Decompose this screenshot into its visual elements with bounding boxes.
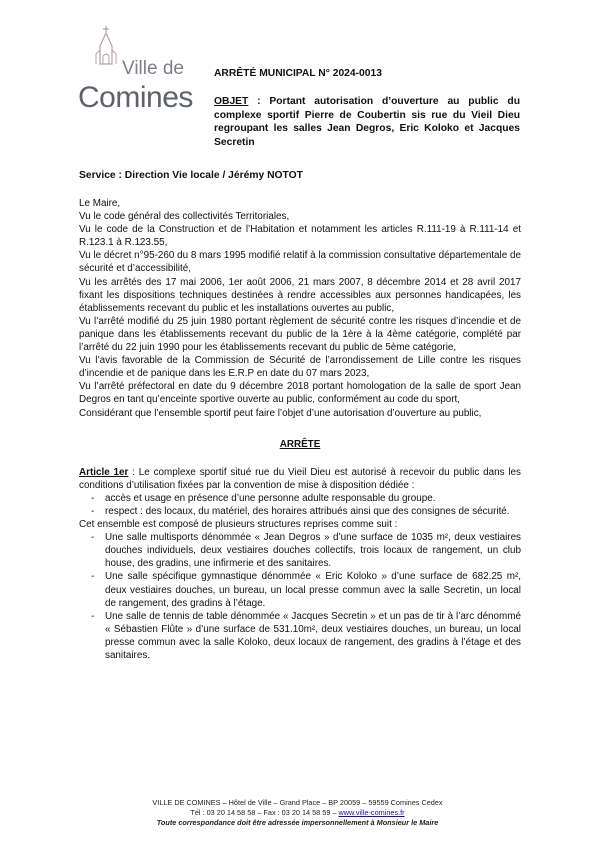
preamble-line: Vu les arrêtés des 17 mai 2006, 1er août 2006, 21 mars 2007, 8 décembre 2014 et 28 avril 2017 fixant les dispositions techniques destinées à rendre accessibles aux personnes handicapées, les établissements recevant du public et les installations ouvertes au public, [79, 276, 521, 314]
article-1-label: Article 1er [79, 466, 129, 478]
preamble-line: Vu l’arrêté modifié du 25 juin 1980 portant règlement de sécurité contre les risques d’incendie et de panique dans les établissements recevant du public de la 1ère à la 4ème catégorie, complété par l’arrêté du 22 juin 1990 pour les établissements recevant du public de 5ème catégorie, [79, 315, 521, 354]
objet-text: : Portant autorisation d’ouverture au public du complexe sportif Pierre de Coubertin sis rue du Vieil Dieu regroupant les salles Jean Degros, Eric Koloko et Jacques Secretin [214, 95, 520, 149]
document-body [79, 197, 521, 662]
preamble-line: Vu le code général des collectivités Territoriales, [79, 211, 290, 223]
arrete-number: ARRÊTÉ MUNICIPAL N° 2024-0013 [214, 68, 382, 79]
document-header [214, 67, 520, 150]
church-icon [94, 26, 118, 66]
footer-notice: Toute correspondance doit être adressée impersonnellement à Monsieur le Maire [156, 818, 439, 828]
structure-item: - Une salle de tennis de table dénommée « Jacques Secretin » et un pas de tir à l’arc dénommé « Sébastien Flûte » d’une surface de 531.10m², deux vestiaires douches, un bureau, un local presse commun avec la salle Koloko, deux locaux de rangement, des gradins à l’étage et des sanitaires. [91, 610, 521, 661]
page-footer [0, 798, 595, 829]
objet-paragraph [214, 95, 520, 150]
footer-address: VILLE DE COMINES – Hôtel de Ville – Grand Place – BP 20059 – 59559 Comines Cedex [152, 798, 443, 807]
objet-label: OBJET [214, 95, 249, 107]
preamble-line: Vu le code de la Construction et de l’Habitation et notamment les articles R.111-19 à R.111-14 et R.123.1 à R.123.55, [79, 224, 521, 249]
preamble-line: Vu l’avis favorable de la Commission de Sécurité de l’arrondissement de Lille contre les risques d’incendie et de panique dans les E.R.P en date du 07 mars 2023, [79, 355, 521, 380]
footer-contact: Tél : 03 20 14 58 58 – Fax : 03 20 14 58 59 – www.ville-comines.fr [190, 808, 405, 818]
preamble-line: Vu l’arrêté préfectoral en date du 9 décembre 2018 portant homologation de la salle de sport Jean Degros en tant qu’enceinte sportive ouverte au public, conformément au code du sport, [79, 381, 521, 406]
article-1-text: : Le complexe sportif situé rue du Vieil Dieu est autorisé à recevoir du public dans les conditions d’utilisation fixées par la convention de mise à disposition dédiée : [79, 466, 521, 491]
preamble-line: Vu le décret n°95-260 du 8 mars 1995 modifié relatif à la commission consultative départementale de sécurité et d’accessibilité, [79, 250, 521, 275]
preamble-line: Considérant que l’ensemble sportif peut faire l’objet d’une autorisation d’ouverture au public, [79, 407, 482, 419]
condition-item: - respect : des locaux, du matériel, des horaires attribués ainsi que des consignes de sécurité. [91, 505, 510, 517]
logo-ville-de: Ville de [122, 58, 184, 79]
condition-item: - accès et usage en présence d’une personne adulte responsable du groupe. [91, 492, 436, 504]
preamble-line: Le Maire, [79, 198, 121, 209]
website-link[interactable]: www.ville-comines.fr [338, 808, 405, 818]
structure-item: - Une salle spécifique gymnastique dénommée « Eric Koloko » d’une surface de 682.25 m², deux vestiaires douches, un bureau, un local presse commun avec la salle Secretin, un local de rangement, des gradins à l’étage. [91, 571, 521, 609]
structure-item: - Une salle multisports dénommée « Jean Degros » d’une surface de 1035 m², deux vestiaires douches individuels, deux vestiaires douches collectifs, trois locaux de rangement, un club house, des gradins, une infirmerie et des sanitaires. [91, 532, 521, 570]
city-logo [78, 26, 198, 112]
logo-comines: Comines [78, 81, 193, 114]
composition-intro: Cet ensemble est composé de plusieurs structures reprises comme suit : [79, 519, 398, 531]
service-line: Service : Direction Vie locale / Jérémy NOTOT [79, 170, 303, 181]
arrete-title: ARRÊTE [279, 438, 321, 450]
article-1-paragraph [79, 466, 521, 492]
